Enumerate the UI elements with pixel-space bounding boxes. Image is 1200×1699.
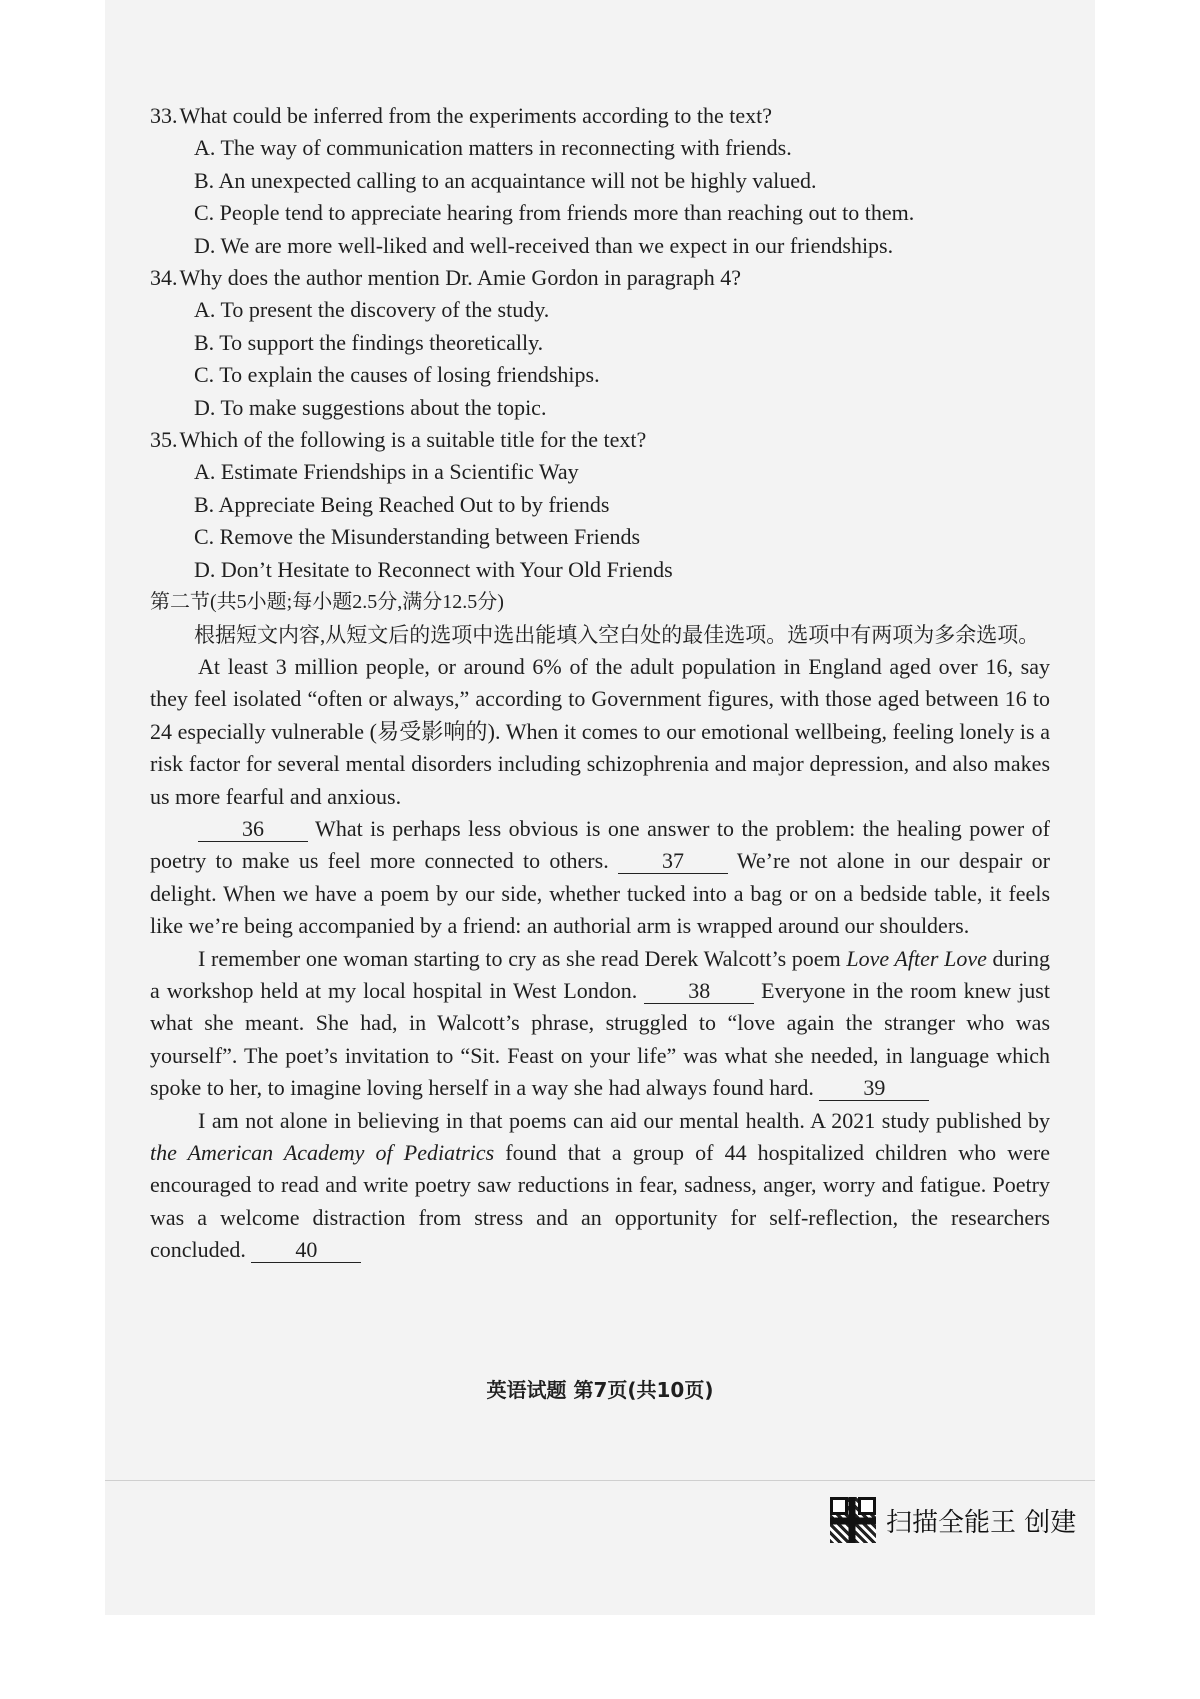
option-c: C. To explain the causes of losing friendships. (194, 362, 600, 388)
poem-title: Love After Love (846, 945, 987, 971)
watermark-text: 扫描全能王 创建 (886, 1507, 1077, 1538)
page-content (150, 100, 1050, 1267)
option-a: A. Estimate Friendships in a Scientific Way (194, 459, 579, 485)
blank-37[interactable]: 37 (618, 849, 728, 874)
option-a: A. To present the discovery of the study. (194, 297, 550, 323)
scan-edge-line (105, 1480, 1095, 1481)
blank-39[interactable]: 39 (819, 1076, 929, 1101)
option-d: D. Don’t Hesitate to Reconnect with Your Old Friends (194, 556, 673, 582)
blank-36[interactable]: 36 (198, 817, 308, 842)
option-d: D. To make suggestions about the topic. (194, 394, 547, 420)
option-a: A. The way of communication matters in reconnecting with friends. (194, 135, 792, 161)
question-stem: 34.Why does the author mention Dr. Amie Gordon in paragraph 4? (150, 265, 741, 291)
passage-paragraph-1: At least 3 million people, or around 6% of the adult population in England aged over 16, say they feel isolated “often or always,” according to Government figures, with those aged between 16 to 24 especially vulnerable (易受影响的). When it comes to our emotional wellbeing, feeling lonely is a risk factor for several mental disorders including schizophrenia and major depression, and also makes us more fearful and anxious. (150, 653, 1050, 809)
section-instruction: 根据短文内容,从短文后的选项中选出能填入空白处的最佳选项。选项中有两项为多余选项。 (194, 622, 1040, 647)
passage-paragraph-4: I am not alone in believing in that poems can aid our mental health. A 2021 study published by the American Academy of Pediatrics found that a group of 44 hospitalized children who were encouraged to read and write poetry saw reductions in fear, sadness, anger, worry and fatigue. Poetry was a welcome distraction from stress and an opportunity for self-reflection, the researchers concluded. 40 (150, 1107, 1051, 1263)
option-c: C. Remove the Misunderstanding between Friends (194, 524, 641, 550)
option-c: C. People tend to appreciate hearing from friends more than reaching out to them. (194, 200, 915, 226)
question-stem: 33.What could be inferred from the experiments according to the text? (150, 103, 773, 128)
passage-paragraph-3: I remember one woman starting to cry as she read Derek Walcott’s poem Love After Love during a workshop held at my local hospital in West London. 38 Everyone in the room knew just what she meant. She had, in Walcott’s phrase, struggled to “love again the stranger who was yourself”. The poet’s invitation to “Sit. Feast on your life” was what she needed, in language which spoke to her, to imagine loving herself in a way she had always found hard. 39 (150, 945, 1050, 1101)
option-d: D. We are more well-liked and well-received than we expect in our friendships. (194, 232, 894, 258)
page-footer: 英语试题 第7页(共10页) (486, 1378, 714, 1402)
blank-40[interactable]: 40 (251, 1238, 361, 1263)
question-33 (150, 100, 1050, 262)
journal-name: the American Academy of Pediatrics (150, 1140, 495, 1165)
option-b: B. To support the findings theoretically. (194, 329, 544, 355)
scanner-watermark (830, 1496, 1076, 1544)
section-heading: 第二节(共5小题;每小题2.5分,满分12.5分) (150, 591, 504, 614)
question-34 (150, 262, 1050, 424)
question-stem: 35.Which of the following is a suitable title for the text? (150, 427, 647, 453)
blank-38[interactable]: 38 (644, 979, 754, 1004)
option-b: B. An unexpected calling to an acquaintance will not be highly valued. (194, 167, 817, 193)
qr-code-icon (830, 1497, 876, 1543)
passage-paragraph-2: 36 What is perhaps less obvious is one answer to the problem: the healing power of poetry to make us feel more connected to others. 37 We’re not alone in our despair or delight. When we have a poem by our side, whether tucked into a bag or on a bedside table, it feels like we’re being accompanied by a friend: an authorial arm is wrapped around our shoulders. (150, 815, 1050, 939)
option-b: B. Appreciate Being Reached Out to by friends (194, 491, 610, 517)
question-35 (150, 424, 1050, 586)
